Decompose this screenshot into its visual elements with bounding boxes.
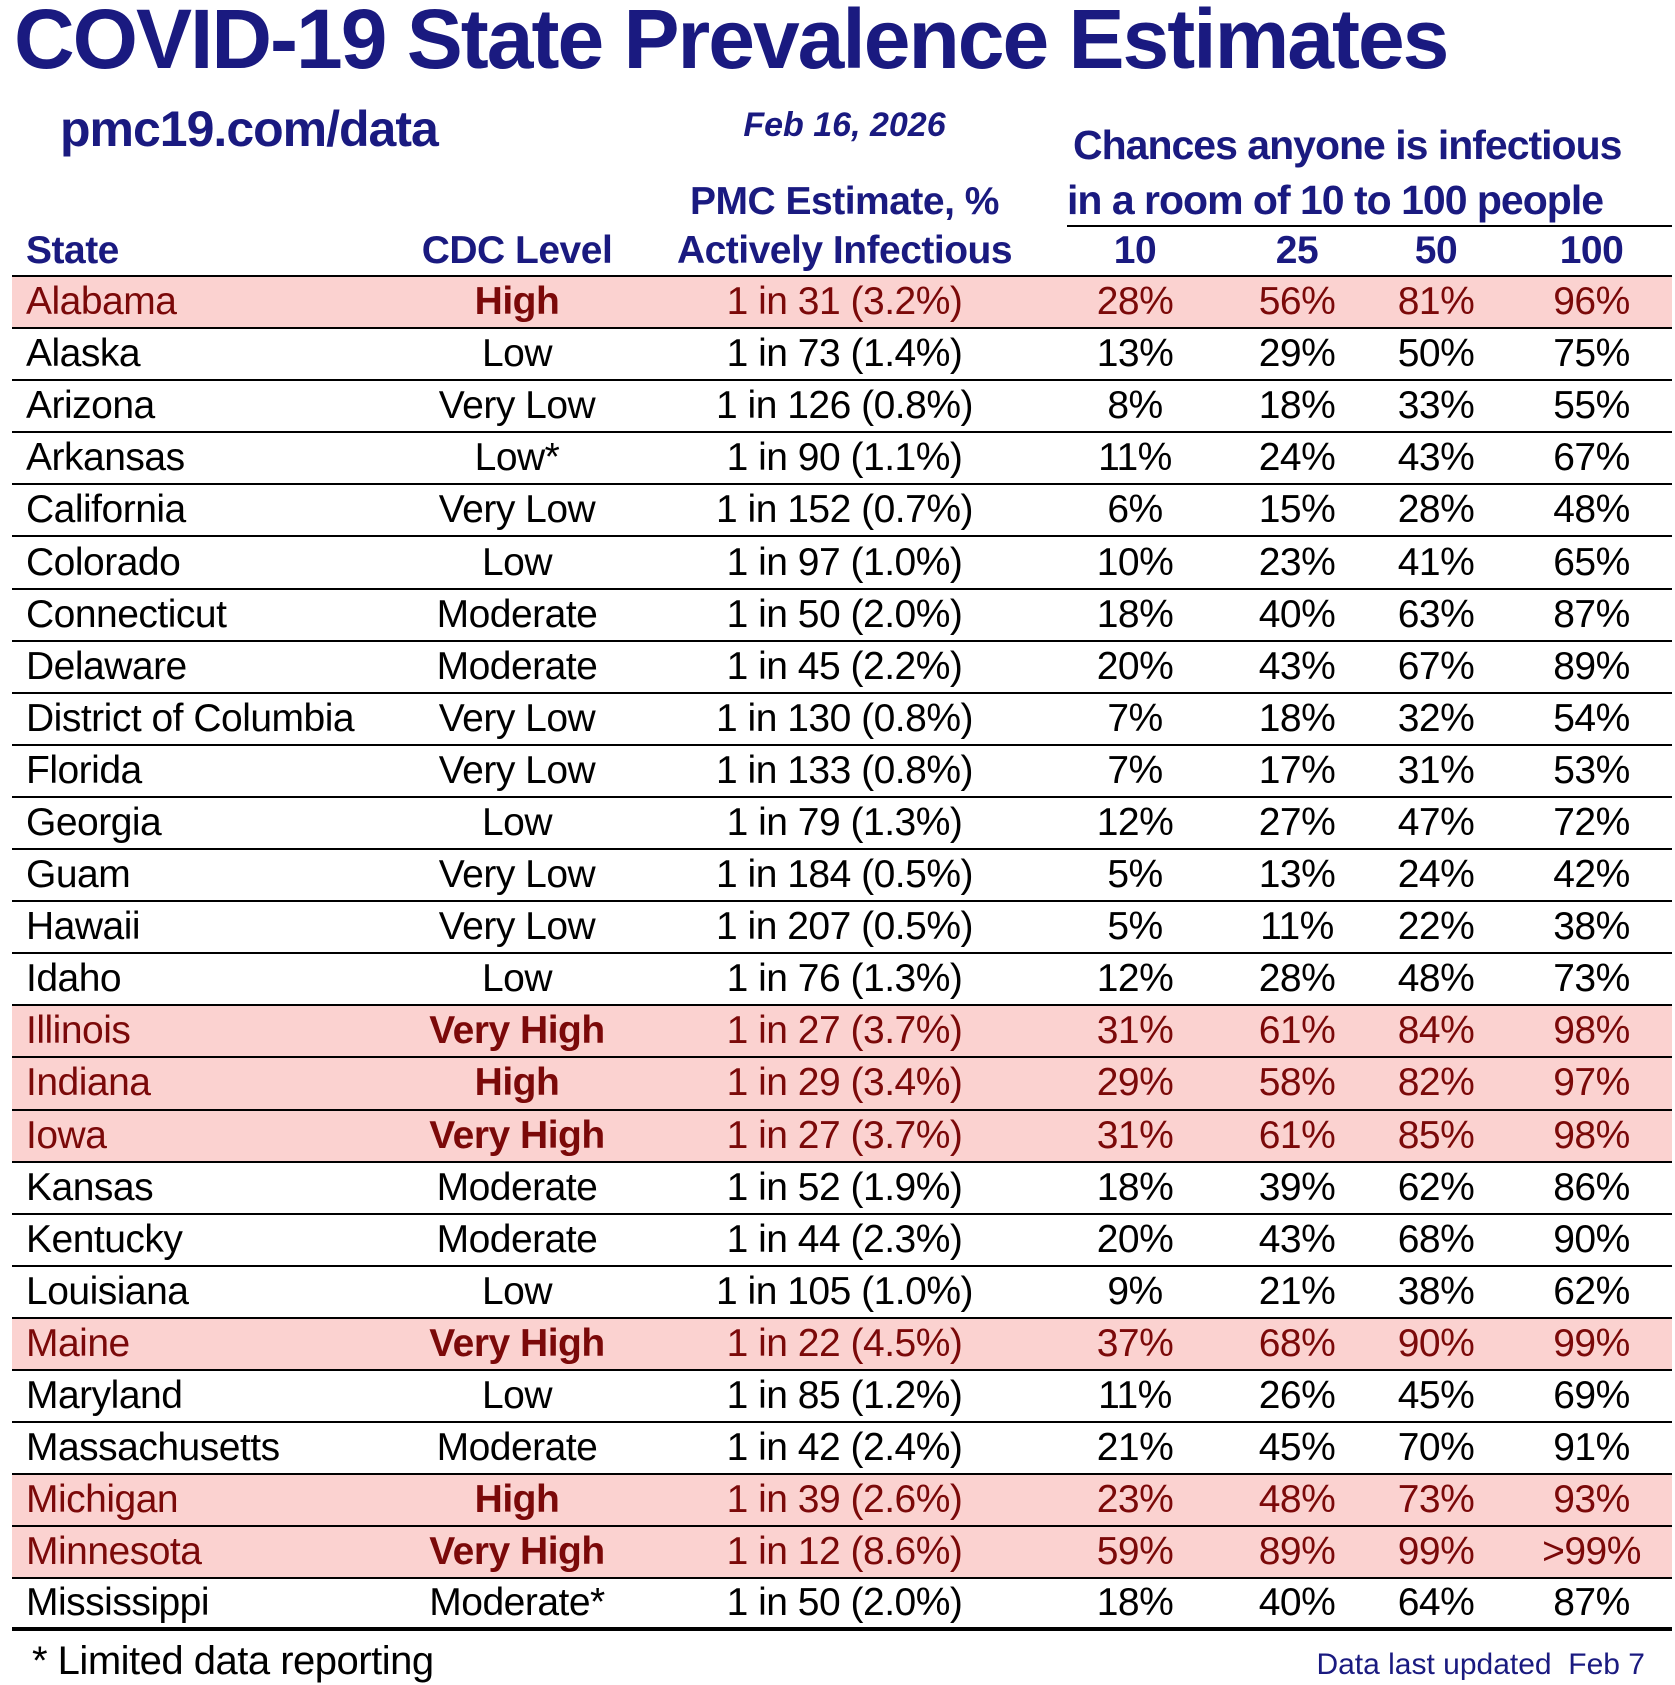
pct-100-cell: 87% — [1553, 1581, 1630, 1625]
pct-25-cell: 26% — [1258, 1374, 1336, 1418]
col-header-room-100: 100 — [1559, 229, 1624, 272]
state-cell: Maryland — [26, 1374, 183, 1418]
state-cell: Georgia — [26, 800, 162, 844]
pct-100-cell: 72% — [1553, 800, 1630, 844]
pct-25-cell: 40% — [1258, 1581, 1336, 1625]
pmc-estimate-cell: 1 in 27 (3.7%) — [726, 1009, 963, 1053]
state-cell: Alabama — [26, 280, 177, 324]
pct-50-cell: 28% — [1397, 488, 1475, 532]
pct-100-cell: 69% — [1553, 1374, 1630, 1418]
state-cell: Maine — [26, 1321, 130, 1365]
col-header-cdc-level: CDC Level — [421, 229, 613, 272]
pct-50-cell: 62% — [1397, 1165, 1475, 1209]
pmc-estimate-cell: 1 in 27 (3.7%) — [726, 1113, 963, 1157]
pmc-estimate-cell: 1 in 152 (0.7%) — [716, 488, 973, 532]
pmc-estimate-header-line1: PMC Estimate, % — [690, 180, 999, 223]
pct-50-cell: 68% — [1397, 1217, 1475, 1261]
pct-100-cell: 38% — [1553, 905, 1630, 949]
pct-25-cell: 29% — [1258, 332, 1336, 376]
pct-100-cell: 67% — [1553, 436, 1630, 480]
state-cell: Arizona — [26, 384, 155, 428]
pct-25-cell: 18% — [1258, 384, 1336, 428]
pct-50-cell: 63% — [1397, 592, 1475, 636]
col-header-state: State — [26, 229, 119, 272]
pct-50-cell: 64% — [1397, 1581, 1475, 1625]
state-cell: Mississippi — [26, 1581, 210, 1625]
table-header-row — [12, 227, 1672, 277]
pmc-estimate-cell: 1 in 97 (1.0%) — [726, 540, 963, 584]
pct-25-cell: 18% — [1258, 696, 1336, 740]
pct-100-cell: >99% — [1542, 1530, 1641, 1574]
pmc-estimate-cell: 1 in 85 (1.2%) — [726, 1374, 963, 1418]
pct-50-cell: 38% — [1397, 1269, 1475, 1313]
pct-100-cell: 65% — [1553, 540, 1630, 584]
pct-100-cell: 91% — [1553, 1426, 1630, 1470]
pct-50-cell: 81% — [1397, 280, 1475, 324]
pct-10-cell: 23% — [1096, 1478, 1174, 1522]
report-date: Feb 16, 2026 — [743, 106, 946, 144]
pct-25-cell: 43% — [1258, 644, 1336, 688]
pct-25-cell: 68% — [1258, 1321, 1336, 1365]
pct-100-cell: 48% — [1553, 488, 1630, 532]
state-cell: Louisiana — [26, 1269, 189, 1313]
cdc-level-cell: Low* — [474, 436, 560, 480]
pmc-estimate-cell: 1 in 22 (4.5%) — [726, 1321, 963, 1365]
table-row — [12, 746, 1672, 798]
pct-50-cell: 50% — [1397, 332, 1475, 376]
pct-50-cell: 82% — [1397, 1061, 1475, 1105]
cdc-level-cell: High — [474, 1478, 560, 1522]
pct-50-cell: 33% — [1397, 384, 1475, 428]
state-cell: Minnesota — [26, 1530, 202, 1574]
pct-10-cell: 11% — [1098, 1374, 1172, 1418]
pct-25-cell: 11% — [1260, 905, 1334, 949]
table-row — [12, 1371, 1672, 1423]
state-cell: Colorado — [26, 540, 181, 584]
state-cell: Hawaii — [26, 905, 141, 949]
pct-10-cell: 29% — [1096, 1061, 1174, 1105]
table-row — [12, 1579, 1672, 1631]
pct-100-cell: 42% — [1553, 853, 1630, 897]
state-cell: Guam — [26, 853, 131, 897]
footnote: * Limited data reporting — [32, 1639, 434, 1684]
cdc-level-cell: Moderate* — [429, 1581, 605, 1625]
pct-50-cell: 24% — [1397, 853, 1475, 897]
pct-100-cell: 87% — [1553, 592, 1630, 636]
pct-10-cell: 20% — [1096, 1217, 1174, 1261]
pct-25-cell: 24% — [1258, 436, 1336, 480]
pct-25-cell: 45% — [1258, 1426, 1336, 1470]
table-row — [12, 798, 1672, 850]
pmc-estimate-cell: 1 in 105 (1.0%) — [716, 1269, 973, 1313]
state-cell: Indiana — [26, 1061, 151, 1105]
pct-10-cell: 13% — [1096, 332, 1174, 376]
pct-100-cell: 86% — [1553, 1165, 1630, 1209]
col-header-room-50: 50 — [1414, 229, 1458, 272]
pct-10-cell: 5% — [1107, 853, 1163, 897]
pct-50-cell: 22% — [1397, 905, 1475, 949]
pmc-estimate-cell: 1 in 42 (2.4%) — [726, 1426, 963, 1470]
prevalence-table — [12, 227, 1672, 1631]
state-cell: Illinois — [26, 1009, 131, 1053]
pct-25-cell: 27% — [1258, 800, 1336, 844]
pmc-estimate-cell: 1 in 73 (1.4%) — [726, 332, 963, 376]
state-cell: Alaska — [26, 332, 141, 376]
state-cell: Michigan — [26, 1478, 179, 1522]
pct-50-cell: 67% — [1397, 644, 1475, 688]
table-body — [12, 277, 1672, 1631]
pct-50-cell: 45% — [1397, 1374, 1475, 1418]
table-row — [12, 1475, 1672, 1527]
table-row — [12, 1111, 1672, 1163]
cdc-level-cell: Very Low — [438, 696, 596, 740]
pct-25-cell: 61% — [1258, 1009, 1336, 1053]
table-row — [12, 850, 1672, 902]
pct-100-cell: 98% — [1553, 1113, 1630, 1157]
table-row — [12, 902, 1672, 954]
state-cell: Idaho — [26, 957, 122, 1001]
table-row — [12, 954, 1672, 1006]
pct-10-cell: 28% — [1096, 280, 1174, 324]
table-row — [12, 1058, 1672, 1110]
cdc-level-cell: Very Low — [438, 905, 596, 949]
pct-25-cell: 13% — [1258, 853, 1336, 897]
cdc-level-cell: Very Low — [438, 488, 596, 532]
pmc-estimate-cell: 1 in 44 (2.3%) — [726, 1217, 963, 1261]
pct-25-cell: 39% — [1258, 1165, 1336, 1209]
cdc-level-cell: Very High — [429, 1113, 605, 1157]
cdc-level-cell: High — [474, 1061, 560, 1105]
pct-100-cell: 53% — [1553, 748, 1630, 792]
pct-100-cell: 62% — [1553, 1269, 1630, 1313]
table-row — [12, 537, 1672, 589]
cdc-level-cell: Low — [481, 540, 553, 584]
pct-10-cell: 18% — [1096, 592, 1174, 636]
state-cell: Kentucky — [26, 1217, 183, 1261]
pct-10-cell: 31% — [1096, 1113, 1174, 1157]
pct-100-cell: 93% — [1553, 1478, 1630, 1522]
table-row — [12, 1163, 1672, 1215]
pct-25-cell: 17% — [1258, 748, 1336, 792]
table-row — [12, 1215, 1672, 1267]
pct-25-cell: 21% — [1258, 1269, 1336, 1313]
pct-100-cell: 73% — [1553, 957, 1630, 1001]
table-row — [12, 590, 1672, 642]
table-row — [12, 277, 1672, 329]
cdc-level-cell: Low — [481, 957, 553, 1001]
pmc-estimate-cell: 1 in 76 (1.3%) — [726, 957, 963, 1001]
pct-25-cell: 43% — [1258, 1217, 1336, 1261]
state-cell: Kansas — [26, 1165, 154, 1209]
pct-100-cell: 99% — [1553, 1321, 1630, 1365]
cdc-level-cell: Low — [481, 1374, 553, 1418]
state-cell: Iowa — [26, 1113, 107, 1157]
pct-10-cell: 7% — [1107, 748, 1163, 792]
pct-50-cell: 47% — [1397, 800, 1475, 844]
pct-50-cell: 99% — [1397, 1530, 1475, 1574]
cdc-level-cell: Very High — [429, 1321, 605, 1365]
cdc-level-cell: Very High — [429, 1009, 605, 1053]
pct-10-cell: 11% — [1098, 436, 1172, 480]
cdc-level-cell: High — [474, 280, 560, 324]
pct-50-cell: 43% — [1397, 436, 1475, 480]
table-row — [12, 642, 1672, 694]
pct-100-cell: 97% — [1553, 1061, 1630, 1105]
chances-header-line2: in a room of 10 to 100 people — [1067, 180, 1672, 227]
cdc-level-cell: Moderate — [436, 644, 598, 688]
pct-10-cell: 12% — [1096, 957, 1174, 1001]
pct-25-cell: 56% — [1258, 280, 1336, 324]
pct-25-cell: 40% — [1258, 592, 1336, 636]
pct-50-cell: 31% — [1397, 748, 1475, 792]
table-row — [12, 381, 1672, 433]
state-cell: Florida — [26, 748, 142, 792]
cdc-level-cell: Low — [481, 800, 553, 844]
pct-25-cell: 58% — [1258, 1061, 1336, 1105]
pmc-estimate-cell: 1 in 133 (0.8%) — [716, 748, 973, 792]
pct-50-cell: 48% — [1397, 957, 1475, 1001]
pmc-estimate-cell: 1 in 130 (0.8%) — [716, 696, 973, 740]
pmc-estimate-cell: 1 in 50 (2.0%) — [726, 1581, 963, 1625]
table-row — [12, 329, 1672, 381]
table-row — [12, 1006, 1672, 1058]
pct-10-cell: 9% — [1107, 1269, 1163, 1313]
table-row — [12, 1423, 1672, 1475]
report-footer — [0, 1631, 1675, 1684]
col-header-pmc-estimate: Actively Infectious — [676, 229, 1013, 272]
cdc-level-cell: Low — [481, 332, 553, 376]
pmc-estimate-cell: 1 in 12 (8.6%) — [726, 1530, 963, 1574]
pct-100-cell: 55% — [1553, 384, 1630, 428]
pct-50-cell: 32% — [1397, 696, 1475, 740]
pct-10-cell: 6% — [1107, 488, 1163, 532]
pct-25-cell: 61% — [1258, 1113, 1336, 1157]
pct-10-cell: 7% — [1107, 696, 1163, 740]
last-updated: Data last updated Feb 7 — [1316, 1648, 1645, 1682]
pct-10-cell: 59% — [1096, 1530, 1174, 1574]
pct-10-cell: 21% — [1096, 1426, 1174, 1470]
table-row — [12, 1319, 1672, 1371]
cdc-level-cell: Very Low — [438, 384, 596, 428]
pct-50-cell: 70% — [1397, 1426, 1475, 1470]
pmc-estimate-cell: 1 in 126 (0.8%) — [716, 384, 973, 428]
table-row — [12, 485, 1672, 537]
pct-10-cell: 12% — [1096, 800, 1174, 844]
state-cell: Arkansas — [26, 436, 185, 480]
report-header — [0, 0, 1675, 227]
cdc-level-cell: Moderate — [436, 1165, 598, 1209]
pct-100-cell: 90% — [1553, 1217, 1630, 1261]
pct-100-cell: 96% — [1553, 280, 1630, 324]
chances-header-line1: Chances anyone is infectious — [1073, 122, 1622, 168]
pmc-estimate-cell: 1 in 45 (2.2%) — [726, 644, 963, 688]
state-cell: Connecticut — [26, 592, 227, 636]
pct-25-cell: 28% — [1258, 957, 1336, 1001]
pmc-estimate-cell: 1 in 31 (3.2%) — [726, 280, 963, 324]
pct-10-cell: 18% — [1096, 1165, 1174, 1209]
site-link[interactable]: pmc19.com/data — [60, 101, 438, 157]
pct-10-cell: 31% — [1096, 1009, 1174, 1053]
pct-10-cell: 10% — [1096, 540, 1174, 584]
pct-100-cell: 75% — [1553, 332, 1630, 376]
table-row — [12, 1267, 1672, 1319]
pmc-estimate-cell: 1 in 79 (1.3%) — [726, 800, 963, 844]
pct-10-cell: 5% — [1107, 905, 1163, 949]
cdc-level-cell: Very High — [429, 1530, 605, 1574]
table-row — [12, 433, 1672, 485]
col-header-room-25: 25 — [1275, 229, 1319, 272]
pmc-estimate-cell: 1 in 184 (0.5%) — [716, 853, 973, 897]
pct-50-cell: 73% — [1397, 1478, 1475, 1522]
state-cell: California — [26, 488, 186, 532]
pmc-estimate-cell: 1 in 90 (1.1%) — [726, 436, 963, 480]
cdc-level-cell: Moderate — [436, 592, 598, 636]
pct-25-cell: 89% — [1258, 1530, 1336, 1574]
pct-100-cell: 54% — [1553, 696, 1630, 740]
state-cell: District of Columbia — [26, 696, 355, 740]
pct-25-cell: 15% — [1258, 488, 1336, 532]
pmc-estimate-cell: 1 in 39 (2.6%) — [726, 1478, 963, 1522]
pmc-estimate-cell: 1 in 207 (0.5%) — [716, 905, 973, 949]
table-row — [12, 1527, 1672, 1579]
pct-50-cell: 84% — [1397, 1009, 1475, 1053]
page-title: COVID-19 State Prevalence Estimates — [14, 0, 1448, 86]
pct-100-cell: 98% — [1553, 1009, 1630, 1053]
pct-100-cell: 89% — [1553, 644, 1630, 688]
pmc-estimate-cell: 1 in 50 (2.0%) — [726, 592, 963, 636]
cdc-level-cell: Very Low — [438, 748, 596, 792]
pct-50-cell: 41% — [1397, 540, 1475, 584]
pct-25-cell: 48% — [1258, 1478, 1336, 1522]
pct-25-cell: 23% — [1258, 540, 1336, 584]
state-cell: Massachusetts — [26, 1426, 280, 1470]
pct-10-cell: 18% — [1096, 1581, 1174, 1625]
state-cell: Delaware — [26, 644, 187, 688]
table-row — [12, 694, 1672, 746]
pct-10-cell: 37% — [1096, 1321, 1174, 1365]
pct-10-cell: 8% — [1107, 384, 1163, 428]
pct-10-cell: 20% — [1096, 644, 1174, 688]
cdc-level-cell: Very Low — [438, 853, 596, 897]
pct-50-cell: 90% — [1397, 1321, 1475, 1365]
col-header-room-10: 10 — [1113, 229, 1157, 272]
pct-50-cell: 85% — [1397, 1113, 1475, 1157]
pmc-estimate-cell: 1 in 52 (1.9%) — [726, 1165, 963, 1209]
cdc-level-cell: Low — [481, 1269, 553, 1313]
cdc-level-cell: Moderate — [436, 1217, 598, 1261]
pmc-estimate-cell: 1 in 29 (3.4%) — [726, 1061, 963, 1105]
cdc-level-cell: Moderate — [436, 1426, 598, 1470]
